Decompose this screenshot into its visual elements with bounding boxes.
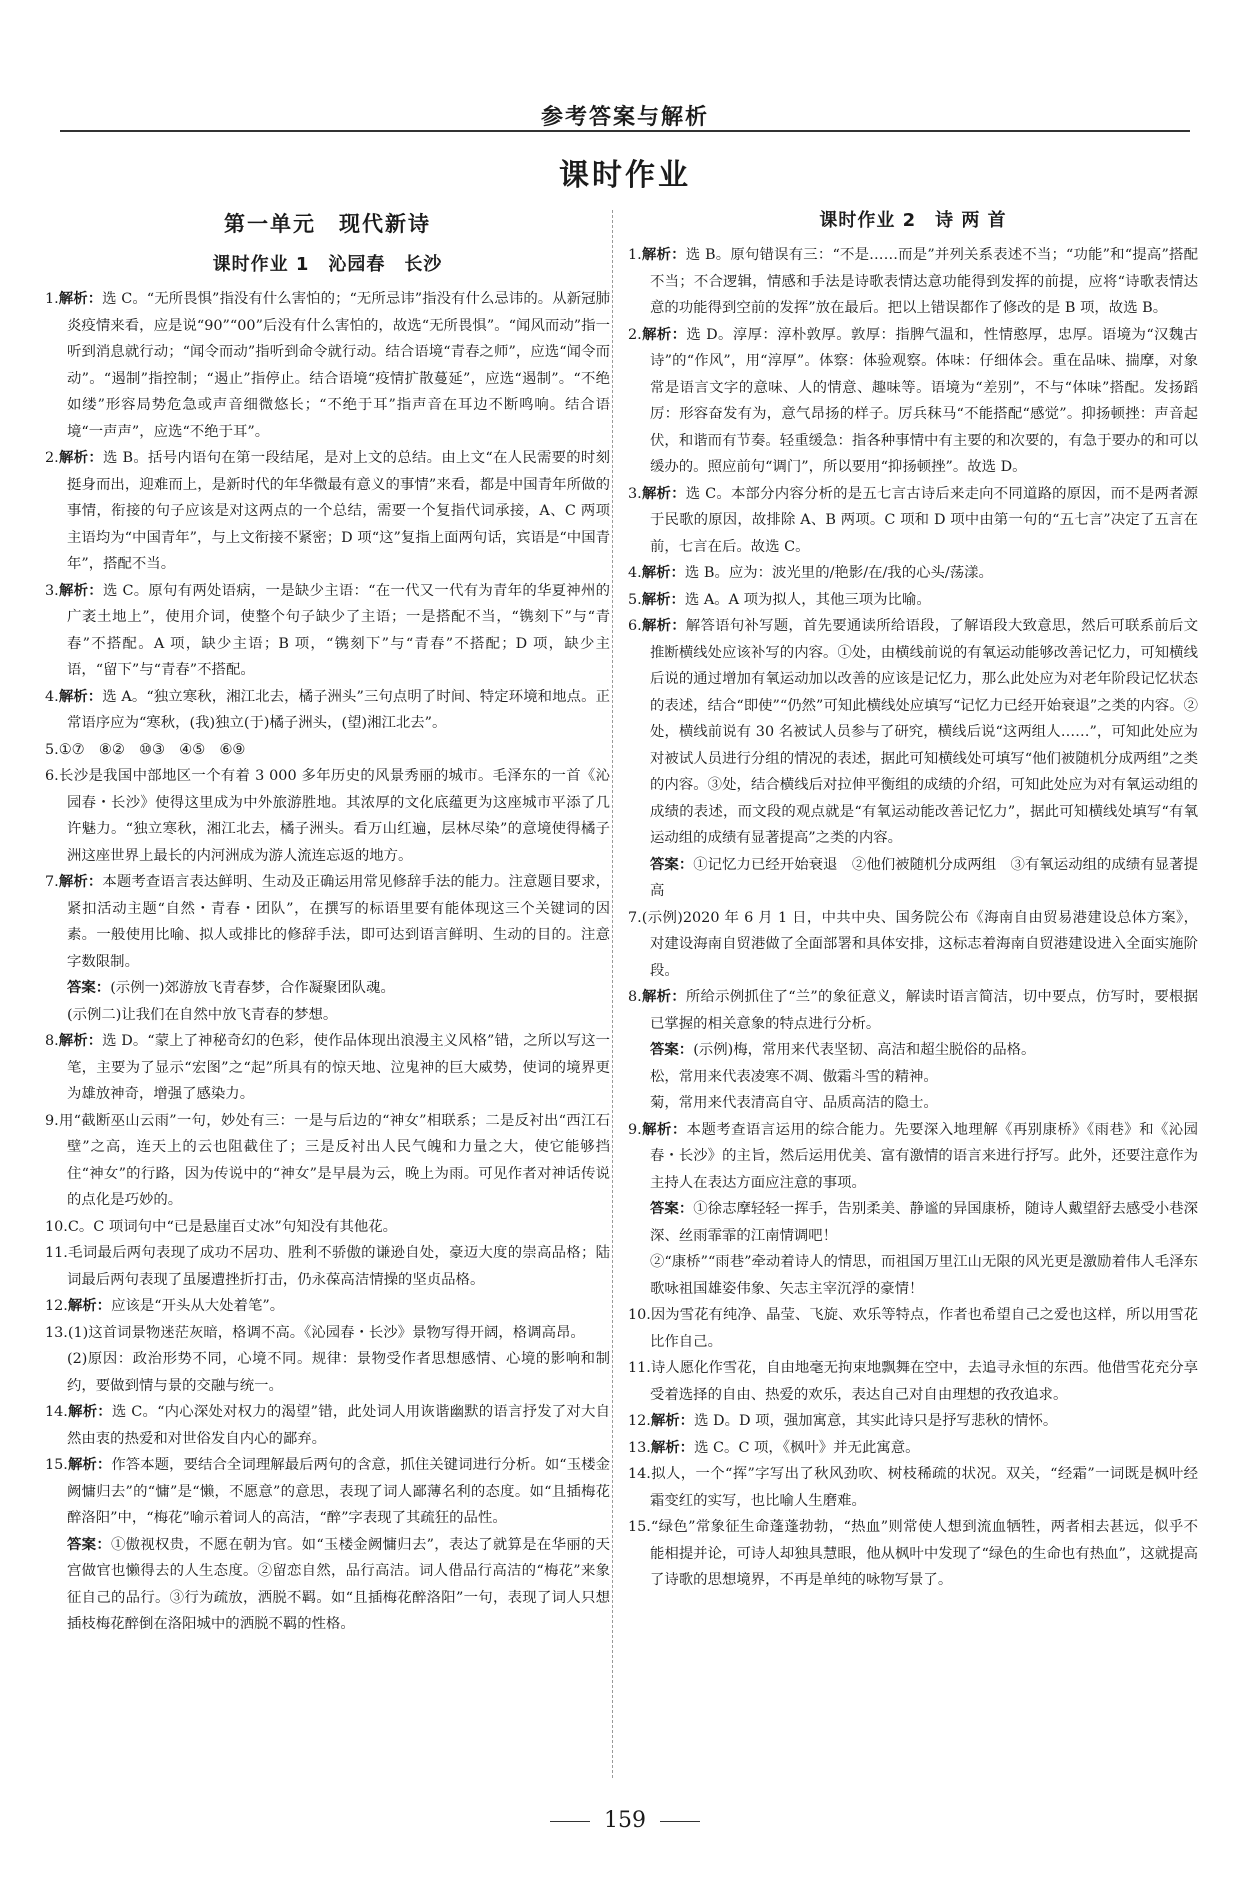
item-text: “绿色”常象征生命蓬蓬勃勃，“热血”则常使人想到流血牺牲，两者相去甚远，似乎不能相提并论，可诗人却独具慧眼，他从枫叶中发现了“绿色的生命也有热血”，这就提高了诗歌的思想境界，不再是单纯的咏物写景了。 — [650, 1519, 1198, 1588]
item-text: 选 C。“无所畏惧”指没有什么害怕的；“无所忌讳”指没有什么忌讳的。从新冠肺炎疫情来看，应是说“90”“00”后没有什么害怕的，故选“无所畏惧”。“闻风而动”指一听到消息就行动；“闻令而动”指听到命令就行动。结合语境“青春之师”，应选“闻令而动”。“遏制”指控制；“遏止”指停止。结合语境“疫情扩散蔓延”，应选“遏制”。“不绝如缕”形容局势危急或声音细微悠长；“不绝于耳”指声音在耳边不断鸣响。结合语境“一声声”，应选“不绝于耳”。 — [67, 291, 610, 440]
item-tag: 解析： — [58, 450, 104, 466]
item-text: 本题考查语言表达鲜明、生动及正确运用常见修辞手法的能力。注意题目要求，紧扣活动主题“自然・青春・团队”，在撰写的标语里要有能体现这三个关键词的因素。一般使用比喻、拟人或排比的修辞手法，即可达到语言鲜明、生动的目的。注意字数限制。 — [67, 874, 610, 970]
item-number: 1. — [628, 247, 642, 263]
column-divider — [612, 210, 613, 1778]
right-answer-list — [628, 242, 1198, 1594]
answer-item — [45, 763, 610, 869]
item-number: 12. — [45, 1298, 68, 1314]
item-number: 15. — [45, 1457, 68, 1473]
item-tag: 解析： — [58, 874, 103, 890]
answer-item — [45, 975, 610, 1002]
page-footer — [0, 1808, 1250, 1833]
lesson-title-2: 课时作业 2 诗 两 首 — [819, 210, 1007, 231]
item-number: 2. — [45, 450, 59, 466]
answer-item — [45, 1293, 610, 1320]
item-tag: 解析： — [641, 326, 687, 343]
item-text: 应该是“开头从大处着笔”。 — [111, 1298, 285, 1314]
lesson-title-1: 课时作业 1 沁园春 长沙 — [212, 254, 443, 275]
item-text: 毛词最后两句表现了成功不居功、胜利不骄傲的谦逊自处，豪迈大度的崇高品格；陆词最后两句表现了虽屡遭挫折打击，仍永葆高洁情操的坚贞品格。 — [67, 1245, 610, 1288]
item-tag: 答案： — [650, 1042, 694, 1058]
item-number: 13. — [628, 1439, 651, 1456]
item-text: 选 C。本部分内容分析的是五七言古诗后来走向不同道路的原因，而不是两者源于民歌的原因，故排除 A、B 两项。C 项和 D 项中由第一句的“五七言”决定了五言在前，七言在后。故选 C。 — [650, 485, 1198, 555]
answer-item — [45, 1108, 610, 1214]
item-tag: 解析： — [67, 1298, 112, 1314]
item-number: 11. — [628, 1360, 651, 1376]
answer-item — [45, 1452, 610, 1532]
footer-dash-right — [660, 1821, 700, 1822]
right-column — [628, 200, 1198, 1594]
answer-item — [45, 1399, 610, 1452]
answer-item — [628, 905, 1198, 985]
item-text: 选 B。括号内语句在第一段结尾，是对上文的总结。由上文“在人民需要的时刻挺身而出，迎难而上，是新时代的年华微最有意义的事情”来看，都是中国青年所做的事情，衔接的句子应该是对这两点的一个总结，需要一个复指代词承接，A、C 两项主语均为“中国青年”，与上文衔接不紧密；D 项“这”复指上面两句话，宾语是“中国青年”，搭配不当。 — [67, 450, 610, 572]
answer-item — [628, 1461, 1198, 1514]
item-number: 14. — [628, 1466, 651, 1482]
item-text: (示例二)让我们在自然中放飞青春的梦想。 — [67, 1006, 338, 1023]
item-number: 15. — [628, 1519, 651, 1535]
item-text: 选 D。D 项，强加寓意，其实此诗只是抒写悲秋的情怀。 — [694, 1413, 1058, 1429]
item-number: 9. — [45, 1112, 59, 1129]
answer-item — [628, 1196, 1198, 1249]
answer-item — [628, 1514, 1198, 1594]
item-tag: 答案： — [650, 1201, 694, 1217]
answer-item — [45, 1320, 610, 1347]
answer-item — [628, 587, 1198, 614]
item-number: 2. — [628, 326, 642, 343]
page-title: 课时作业 — [559, 158, 691, 193]
answer-item — [628, 1355, 1198, 1408]
item-text: 选 B。原句错误有三：“不是……而是”并列关系表述不当；“功能”和“提高”搭配不当；不合逻辑，情感和手法是诗歌表情达意功能得到发挥的前提，应将“诗歌表情达意的功能得到空前的发挥”放在最后。把以上错误都作了修改的是 B 项，故选 B。 — [650, 247, 1198, 316]
item-tag: 答案： — [650, 856, 694, 873]
item-number: 7. — [628, 909, 642, 926]
item-tag: 解析： — [67, 1457, 112, 1473]
item-text: (1)这首词景物迷茫灰暗，格调不高。《沁园春・长沙》景物写得开阔，格调高昂。 — [67, 1324, 585, 1341]
answer-item — [628, 613, 1198, 852]
item-text: 所给示例抓住了“兰”的象征意义，解读时语言简洁，切中要点，仿写时，要根据已掌握的相关意象的特点进行分析。 — [650, 989, 1198, 1032]
answer-item — [628, 1249, 1198, 1302]
answer-item — [628, 1408, 1198, 1435]
answer-item — [45, 1240, 610, 1293]
answer-item — [628, 560, 1198, 587]
item-number: 6. — [45, 768, 59, 784]
footer-dash-left — [550, 1821, 590, 1822]
item-text: ①徐志摩轻轻一挥手，告别柔美、静谧的异国康桥，随诗人戴望舒去感受小巷深深、丝雨霏霏的江南情调吧！ — [650, 1201, 1198, 1244]
page-number: 159 — [604, 1808, 646, 1833]
answer-item — [45, 1002, 610, 1029]
item-tag: 解析： — [58, 1033, 103, 1049]
item-number: 4. — [628, 565, 642, 581]
answer-item — [45, 1028, 610, 1108]
answer-item — [45, 286, 610, 445]
answer-item — [628, 1064, 1198, 1091]
item-text: 菊，常用来代表清高自守、品质高洁的隐士。 — [650, 1095, 938, 1111]
answer-item — [45, 445, 610, 578]
item-tag: 解析： — [58, 291, 103, 307]
item-tag: 解析： — [650, 1413, 695, 1429]
left-answer-list — [45, 286, 610, 1638]
answer-item — [628, 322, 1198, 481]
item-text: 选 C。“内心深处对权力的渴望”错，此处词人用诙谐幽默的语言抒发了对大自然由衷的热爱和对世俗发自内心的鄙弃。 — [67, 1404, 610, 1447]
answer-item — [628, 984, 1198, 1037]
item-number: 14. — [45, 1404, 68, 1420]
item-text: (2)原因：政治形势不同，心境不同。规律：景物受作者思想感情、心境的影响和制约，要做到情与景的交融与统一。 — [67, 1351, 610, 1394]
item-text: 用“截断巫山云雨”一句，妙处有三：一是与后边的“神女”相联系；二是反衬出“西江石壁”之高，连天上的云也阻截住了；三是反衬出人民气魄和力量之大，使它能够挡住“神女”的行路，因为传说中的“神女”是早晨为云，晚上为雨。可见作者对神话传说的点化是巧妙的。 — [58, 1112, 610, 1208]
item-number: 10. — [45, 1218, 68, 1235]
item-number: 3. — [45, 582, 59, 599]
item-text: ①傲视权贵，不愿在朝为官。如“玉楼金阙慵归去”，表达了就算是在华丽的天宫做官也懒得去的人生态度。②留恋自然，品行高洁。词人借品行高洁的“梅花”来象征自己的品行。③行为疏放，洒脱不羁。如“且插梅花醉洛阳”一句，表现了词人只想插枝梅花醉倒在洛阳城中的洒脱不羁的性格。 — [67, 1536, 610, 1632]
item-text: 选 D。“蒙上了神秘奇幻的色彩，使作品体现出浪漫主义风格”错，之所以写这一笔，主要为了显示“宏图”之“起”所具有的惊天地、泣鬼神的巨大威势，使词的境界更为雄放神奇，增强了感染力。 — [67, 1033, 610, 1102]
item-tag: 解析： — [58, 688, 103, 705]
item-text: 选 A。A 项为拟人，其他三项为比喻。 — [684, 591, 931, 608]
answer-item — [45, 1214, 610, 1241]
item-text: 选 C。原句有两处语病，一是缺少主语：“在一代又一代有为青年的华夏神州的广袤土地上”，使用介词，使整个句子缺少了主语；一是搭配不当，“镌刻下”与“青春”不搭配。A 项，缺少主语；B 项，“镌刻下”与“青春”不搭配；D 项，缺少主语，“留下”与“青春”不搭配。 — [67, 582, 610, 678]
answer-item — [45, 737, 610, 764]
item-text: 拟人，一个“挥”字写出了秋风劲吹、树枝稀疏的状况。双关，“经霜”一词既是枫叶经霜变红的实写，也比喻人生磨难。 — [650, 1466, 1198, 1509]
item-text: (示例)梅，常用来代表坚韧、高洁和超尘脱俗的品格。 — [693, 1042, 1036, 1058]
item-tag: 答案： — [67, 980, 111, 996]
item-tag: 解析： — [641, 591, 685, 608]
answer-item — [628, 1435, 1198, 1462]
item-text: 选 D。淳厚：淳朴敦厚。敦厚：指脾气温和，性情憨厚，忠厚。语境为“汉魏古诗”的“作风”，用“淳厚”。体察：体验观察。体味：仔细体会。重在品味、揣摩，对象常是语言文字的意味、人的情意、趣味等。语境为“差别”，不与“体味”搭配。发扬蹈厉：形容奋发有为，意气昂扬的样子。厉兵秣马“不能搭配“感觉”。抑扬顿挫：声音起伏，和谐而有节奏。轻重缓急：指各种事情中有主要的和次要的，有急于要办的和可以缓办的。照应前句“调门”，所以要用“抑扬顿挫”。故选 D。 — [650, 326, 1198, 475]
item-number: 5. — [628, 591, 642, 608]
answer-item — [628, 1117, 1198, 1197]
page-header — [60, 100, 1190, 138]
item-number: 1. — [45, 291, 59, 307]
item-text: C。C 项词句中“已是悬崖百丈冰”句知没有其他花。 — [67, 1218, 398, 1235]
item-number: 9. — [628, 1121, 642, 1138]
item-tag: 解析： — [67, 1404, 112, 1420]
item-text: 选 B。应为：波光里的/艳影/在/我的心头/荡漾。 — [684, 565, 993, 581]
item-text: 选 C。C 项，《枫叶》并无此寓意。 — [694, 1439, 920, 1456]
item-number: 8. — [628, 989, 642, 1005]
item-number: 6. — [628, 618, 642, 634]
item-text: 作答本题，要结合全词理解最后两句的含意，抓住关键词进行分析。如“玉楼金阙慵归去”的“慵”是“懒，不愿意”的意思，表现了词人鄙薄名利的态度。如“且插梅花醉洛阳”中，“梅花”喻示着词人的高洁，“醉”字表现了其疏狂的品性。 — [67, 1457, 610, 1526]
item-text: ①⑦ ⑧② ⑩③ ④⑤ ⑥⑨ — [58, 741, 246, 758]
answer-item — [45, 578, 610, 684]
item-tag: 解析： — [641, 618, 686, 634]
item-text: 本题考查语言运用的综合能力。先要深入地理解《再别康桥》《雨巷》和《沁园春・长沙》的主旨，然后运用优美、富有激情的语言来进行抒写。此外，还要注意作为主持人在表达方面应注意的事项。 — [650, 1121, 1198, 1191]
item-number: 11. — [45, 1245, 68, 1261]
item-number: 7. — [45, 874, 59, 890]
item-number: 5. — [45, 741, 59, 758]
item-text: ②“康桥”“雨巷”牵动着诗人的情思，而祖国万里江山无限的风光更是激励着伟人毛泽东歌咏祖国雄姿伟象、矢志主宰沉浮的豪情！ — [650, 1254, 1198, 1297]
item-text: (示例一)郊游放飞青春梦，合作凝聚团队魂。 — [110, 980, 395, 996]
item-tag: 解析： — [58, 582, 103, 599]
answer-item — [628, 481, 1198, 561]
answer-item — [628, 852, 1198, 905]
item-tag: 解析： — [650, 1439, 695, 1456]
item-tag: 解析： — [641, 989, 686, 1005]
item-tag: 答案： — [67, 1536, 111, 1553]
item-number: 4. — [45, 688, 59, 705]
item-tag: 解析： — [641, 485, 686, 502]
item-number: 13. — [45, 1324, 68, 1341]
answer-item — [45, 869, 610, 975]
item-number: 10. — [628, 1307, 651, 1323]
item-tag: 解析： — [641, 565, 685, 581]
answer-item — [45, 684, 610, 737]
item-text: 诗人愿化作雪花，自由地毫无拘束地飘舞在空中，去追寻永恒的东西。他借雪花充分享受着选择的自由、热爱的欢乐，表达自己对自由理想的孜孜追求。 — [650, 1360, 1198, 1403]
item-text: ①记忆力已经开始衰退 ②他们被随机分成两组 ③有氧运动组的成绩有显著提高 — [650, 856, 1198, 899]
item-text: 选 A。“独立寒秋，湘江北去，橘子洲头”三句点明了时间、特定环境和地点。正常语序应为“寒秋，(我)独立(于)橘子洲头，(望)湘江北去”。 — [67, 688, 610, 731]
item-text: 因为雪花有纯净、晶莹、飞旋、欢乐等特点，作者也希望自己之爱也这样，所以用雪花比作自己。 — [650, 1307, 1198, 1350]
item-text: 解答语句补写题，首先要通读所给语段，了解语段大致意思，然后可联系前后文推断横线处应该补写的内容。①处，由横线前说的有氧运动能够改善记忆力，可知横线后说的通过增加有氧运动加以改善的应该是记忆力，那么此处应为对老年阶段记忆状态的表述，结合“即使”“仍然”可知此横线处应填写“记忆力已经开始衰退”之类的内容。②处，横线前说有 30 名被试人员参与了研究，横线后说“这两组人……”，可知此处应为对被试人员进行分组的情况的表述，据此可知横线处可填写“他们被随机分成两组”之类的内容。③处，结合横线后对拉伸平衡组的成绩的介绍，可知此处应为对有氧运动组的成绩的表述，而文段的观点就是“有氧运动能改善记忆力”，据此可知横线处填写“有氧运动组的成绩有显著提高”之类的内容。 — [650, 618, 1198, 846]
answer-item — [45, 1532, 610, 1638]
unit-title: 第一单元 现代新诗 — [224, 212, 431, 236]
item-tag: 解析： — [641, 247, 686, 263]
item-text: (示例)2020 年 6 月 1 日，中共中央、国务院公布《海南自由贸易港建设总体方案》，对建设海南自贸港做了全面部署和具体安排，这标志着海南自贸港建设进入全面实施阶段。 — [641, 909, 1198, 979]
item-text: 长沙是我国中部地区一个有着 3 000 多年历史的风景秀丽的城市。毛泽东的一首《沁园春・长沙》使得这里成为中外旅游胜地。其浓厚的文化底蕴更为这座城市平添了几许魅力。“独立寒秋，湘江北去，橘子洲头。看万山红遍，层林尽染”的意境使得橘子洲这座世界上最长的内河洲成为游人流连忘返的地方。 — [58, 768, 610, 864]
item-tag: 解析： — [641, 1121, 687, 1138]
item-number: 8. — [45, 1033, 59, 1049]
header-rule — [60, 130, 1190, 135]
answer-item — [45, 1346, 610, 1399]
header-title: 参考答案与解析 — [540, 105, 709, 130]
item-number: 12. — [628, 1413, 651, 1429]
answer-item — [628, 1302, 1198, 1355]
item-text: 松，常用来代表凌寒不凋、傲霜斗雪的精神。 — [650, 1068, 938, 1085]
left-column — [45, 200, 610, 1638]
answer-item — [628, 1037, 1198, 1064]
answer-item — [628, 242, 1198, 322]
answer-item — [628, 1090, 1198, 1117]
item-number: 3. — [628, 485, 642, 502]
